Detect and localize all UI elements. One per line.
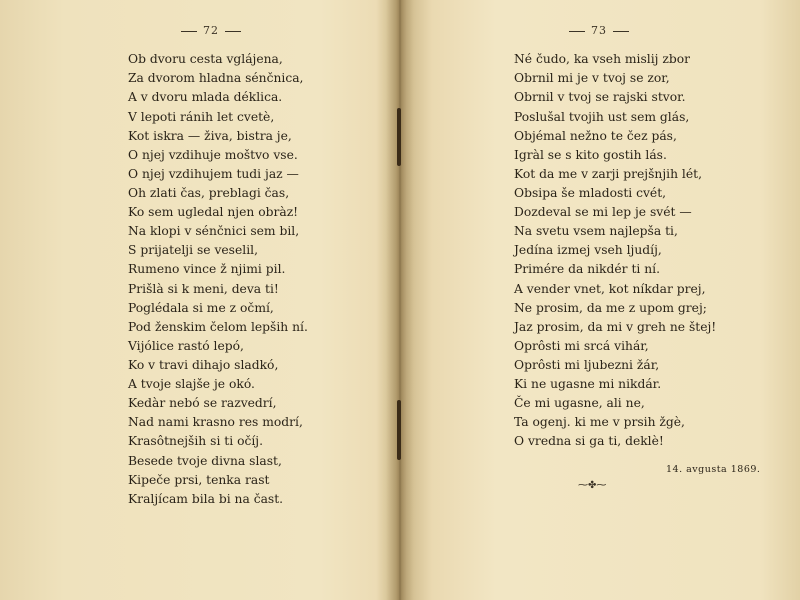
verse-line: Igràl se s kito gostih lás. — [514, 148, 667, 162]
stanza — [514, 337, 661, 394]
page-number-right — [563, 24, 635, 37]
left-page — [0, 0, 392, 600]
page-number-left — [175, 24, 247, 37]
stanza — [128, 50, 303, 107]
verse-line: Ko sem ugledal njen obràz! — [128, 205, 299, 219]
end-ornament-icon: ⁓✤⁓ — [578, 480, 607, 491]
stanza — [128, 108, 298, 165]
stanza — [514, 222, 678, 279]
stanza — [514, 108, 689, 165]
stanza — [514, 280, 716, 337]
verse-line: Na klopi v sénčnici sem bil, — [128, 224, 300, 238]
verse-line: Vijólice rastó lepó, — [128, 339, 244, 353]
verse-line: Kedàr nebó se razvedrí, — [128, 396, 277, 410]
dash-decoration — [225, 31, 241, 32]
stanza — [128, 337, 278, 394]
verse-line: Objémal nežno te čez pás, — [514, 129, 677, 143]
verse-line: Ob dvoru cesta vglájena, — [128, 52, 283, 66]
binding-mark-bottom — [397, 400, 401, 460]
verse-line: Rumeno vince ž njimi pil. — [128, 262, 286, 276]
stanza — [128, 222, 299, 279]
verse-line: Poglédala si me z očmí, — [128, 301, 274, 315]
verse-line: Obsipa še mladosti cvét, — [514, 186, 667, 200]
stanza — [128, 280, 308, 337]
verse-line: Za dvorom hladna sénčnica, — [128, 71, 304, 85]
right-page — [408, 0, 800, 600]
stanza — [514, 50, 690, 107]
verse-line: Besede tvoje divna slast, — [128, 454, 282, 468]
stanza — [128, 394, 303, 451]
verse-line: Nad nami krasno res modrí, — [128, 415, 303, 429]
stanza — [514, 394, 685, 451]
verse-line: O njej vzdihujem tudi jaz — — [128, 167, 299, 181]
verse-line: Jaz prosim, da mi v greh ne štej! — [514, 320, 717, 334]
verse-line: A v dvoru mlada déklica. — [128, 90, 283, 104]
verse-line: Oprôsti mi srcá vihár, — [514, 339, 649, 353]
verse-line: Kot iskra — živa, bistra je, — [128, 129, 292, 143]
verse-line: Oprôsti mi ljubezni žár, — [514, 358, 660, 372]
verse-line: Ki ne ugasne mi nikdár. — [514, 377, 662, 391]
page-number-text: 73 — [591, 24, 607, 37]
verse-line: Dozdeval se mi lep je svét — — [514, 205, 692, 219]
verse-line: Prišlà si k meni, deva ti! — [128, 282, 279, 296]
verse-line: A tvoje slajše je okó. — [128, 377, 255, 391]
stanza — [514, 165, 702, 222]
dash-decoration — [613, 31, 629, 32]
verse-line: S prijatelji se veselil, — [128, 243, 258, 257]
dash-decoration — [181, 31, 197, 32]
verse-line: Primére da nikdér ti ní. — [514, 262, 660, 276]
verse-line: Ne prosim, da me z upom grej; — [514, 301, 707, 315]
verse-line: Obrnil v tvoj se rajski stvor. — [514, 90, 686, 104]
verse-line: A vender vnet, kot níkdar prej, — [514, 282, 706, 296]
verse-line: O njej vzdihuje moštvo vse. — [128, 148, 298, 162]
verse-line: Če mi ugasne, ali ne, — [514, 396, 645, 410]
verse-line: Ta ogenj. ki me v prsih žgè, — [514, 415, 685, 429]
verse-line: Na svetu vsem najlepša ti, — [514, 224, 678, 238]
dash-decoration — [569, 31, 585, 32]
verse-line: Kipeče prsi, tenka rast — [128, 473, 270, 487]
verse-line: Kraljícam bila bi na čast. — [128, 492, 284, 506]
verse-line: Krasôtnejših si ti očíj. — [128, 434, 264, 448]
poem-date: 14. avgusta 1869. — [666, 464, 761, 475]
verse-line: Jedína izmej vseh ljudíj, — [514, 243, 662, 257]
verse-line: V lepoti ránih let cvetè, — [128, 110, 275, 124]
page-number-text: 72 — [203, 24, 219, 37]
verse-line: Ko v travi dihajo sladkó, — [128, 358, 279, 372]
verse-line: Obrnil mi je v tvoj se zor, — [514, 71, 670, 85]
verse-line: O vredna si ga ti, deklè! — [514, 434, 664, 448]
stanza — [128, 452, 283, 509]
verse-line: Né čudo, ka vseh mislij zbor — [514, 52, 691, 66]
binding-mark-top — [397, 108, 401, 166]
verse-line: Kot da me v zarji prejšnjih lét, — [514, 167, 702, 181]
verse-line: Poslušal tvojih ust sem glás, — [514, 110, 690, 124]
verse-line: Pod ženskim čelom lepših ní. — [128, 320, 308, 334]
verse-line: Oh zlati čas, preblagi čas, — [128, 186, 290, 200]
stanza — [128, 165, 299, 222]
